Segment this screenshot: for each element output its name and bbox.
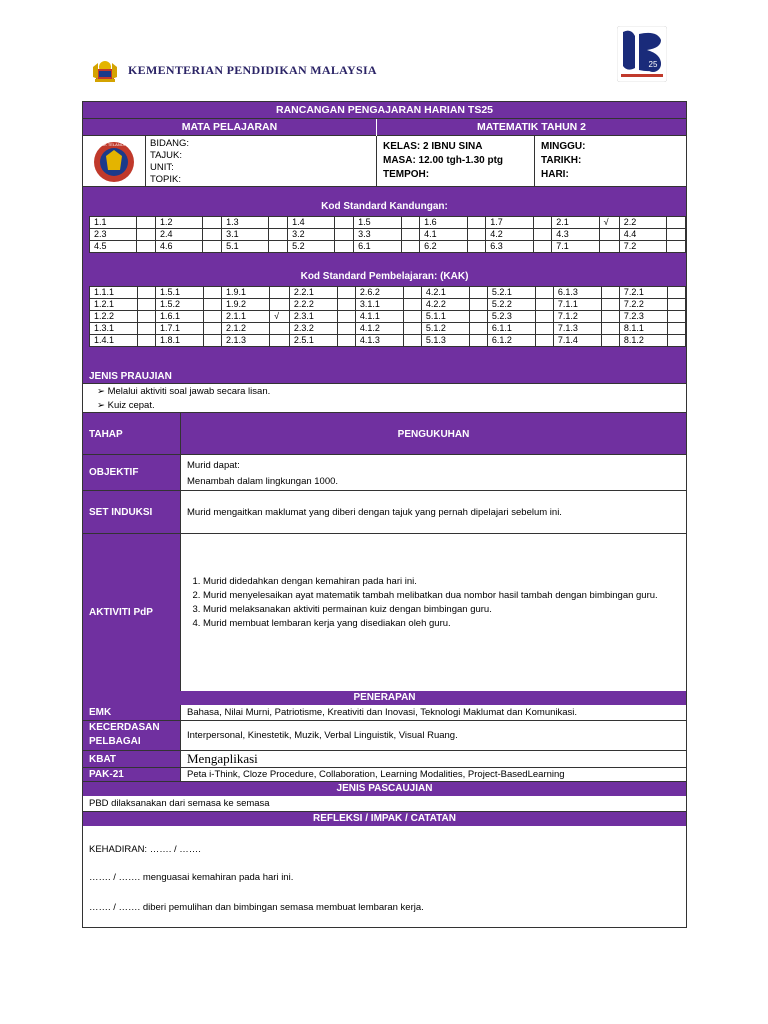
check-cell bbox=[602, 335, 620, 347]
code-cell: 8.1.2 bbox=[619, 335, 667, 347]
ksk-section bbox=[83, 187, 686, 257]
plan-title: RANCANGAN PENGAJARAN HARIAN TS25 bbox=[83, 102, 686, 119]
code-cell: 7.1.4 bbox=[553, 335, 601, 347]
set-induksi-label: SET INDUKSI bbox=[83, 491, 180, 533]
grid-row bbox=[90, 229, 686, 241]
check-cell bbox=[337, 335, 355, 347]
code-cell: 6.1.3 bbox=[553, 287, 601, 299]
aktiviti-item: 3. Murid melaksanakan aktiviti permainan kuiz dengan bimbingan guru. bbox=[203, 603, 680, 617]
check-cell bbox=[335, 217, 354, 229]
code-cell: 2.1.2 bbox=[222, 323, 270, 335]
code-cell: 1.5 bbox=[354, 217, 401, 229]
check-cell bbox=[203, 229, 222, 241]
check-cell bbox=[401, 217, 420, 229]
ministry-name: KEMENTERIAN PENDIDIKAN MALAYSIA bbox=[128, 62, 377, 77]
tajuk-field: TAJUK: bbox=[150, 150, 183, 161]
lesson-plan-document bbox=[82, 101, 687, 928]
ksp-table bbox=[89, 286, 686, 347]
pascaujian-header: JENIS PASCAUJIAN bbox=[83, 782, 686, 796]
check-cell bbox=[137, 241, 156, 253]
penerapan-header: PENERAPAN bbox=[83, 691, 686, 705]
tempoh-field: TEMPOH: bbox=[383, 169, 430, 180]
check-cell: √ bbox=[599, 217, 619, 229]
code-cell: 1.6.1 bbox=[156, 311, 204, 323]
check-cell bbox=[469, 299, 487, 311]
set-induksi-value: Murid mengaitkan maklumat yang diberi dengan tajuk yang pernah dipelajari sebelum ini. bbox=[180, 491, 686, 533]
fields-mid bbox=[376, 136, 534, 187]
code-cell: 2.6.2 bbox=[355, 287, 403, 299]
code-cell: 3.2 bbox=[288, 229, 335, 241]
grid-row bbox=[90, 323, 686, 335]
check-cell bbox=[204, 323, 222, 335]
code-cell: 2.2.2 bbox=[289, 299, 337, 311]
code-cell: 4.5 bbox=[90, 241, 137, 253]
check-cell bbox=[335, 229, 354, 241]
emk-label: EMK bbox=[83, 705, 180, 720]
check-cell bbox=[137, 217, 156, 229]
code-cell: 4.1.1 bbox=[355, 311, 403, 323]
praujian-item: ➢ Kuiz cepat. bbox=[111, 399, 686, 413]
hari-field: HARI: bbox=[541, 169, 569, 180]
code-cell: 6.3 bbox=[486, 241, 533, 253]
ts25-logo bbox=[617, 26, 667, 82]
check-cell bbox=[337, 311, 355, 323]
grid-row bbox=[90, 241, 686, 253]
subject-value: MATEMATIK TAHUN 2 bbox=[376, 119, 686, 136]
code-cell: 7.2.1 bbox=[619, 287, 667, 299]
check-cell bbox=[138, 299, 156, 311]
code-cell: 1.5.2 bbox=[156, 299, 204, 311]
check-cell bbox=[203, 241, 222, 253]
school-logo-icon bbox=[89, 140, 139, 184]
code-cell: 4.2.2 bbox=[421, 299, 469, 311]
check-cell bbox=[270, 287, 290, 299]
check-cell bbox=[536, 299, 554, 311]
menguasai-line: ……. / ……. menguasai kemahiran pada hari ini. bbox=[89, 872, 294, 883]
check-cell bbox=[337, 287, 355, 299]
check-cell bbox=[602, 323, 620, 335]
code-cell: 6.1.2 bbox=[487, 335, 535, 347]
check-cell bbox=[203, 217, 222, 229]
check-cell bbox=[138, 335, 156, 347]
check-cell bbox=[270, 323, 290, 335]
objektif-line2: Menambah dalam lingkungan 1000. bbox=[187, 476, 339, 487]
check-cell bbox=[668, 323, 686, 335]
topik-field: TOPIK: bbox=[150, 174, 181, 185]
code-cell: 1.3 bbox=[222, 217, 269, 229]
check-cell bbox=[204, 311, 222, 323]
aktiviti-item: 1. Murid didedahkan dengan kemahiran pada hari ini. bbox=[203, 575, 680, 589]
check-cell bbox=[270, 335, 290, 347]
masa-field: MASA: 12.00 tgh-1.30 ptg bbox=[383, 155, 504, 166]
code-cell: 5.1.1 bbox=[421, 311, 469, 323]
check-cell bbox=[467, 229, 486, 241]
check-cell bbox=[599, 229, 619, 241]
code-cell: 1.4 bbox=[288, 217, 335, 229]
code-cell: 5.2.3 bbox=[487, 311, 535, 323]
check-cell bbox=[667, 217, 686, 229]
grid-row bbox=[90, 311, 686, 323]
tahap-label: TAHAP bbox=[89, 428, 123, 440]
check-cell bbox=[204, 335, 222, 347]
pak21-label: PAK-21 bbox=[83, 768, 180, 781]
check-cell bbox=[602, 299, 620, 311]
kehadiran-line: KEHADIRAN: ……. / ……. bbox=[89, 844, 201, 855]
check-cell bbox=[337, 323, 355, 335]
check-cell bbox=[469, 311, 487, 323]
code-cell: 1.7 bbox=[486, 217, 533, 229]
code-cell: 2.1.1 bbox=[222, 311, 270, 323]
praujian-list bbox=[83, 383, 686, 413]
aktiviti-label: AKTIVITI PdP bbox=[83, 534, 180, 691]
objektif-label: OBJEKTIF bbox=[83, 455, 180, 490]
code-cell: 1.8.1 bbox=[156, 335, 204, 347]
check-cell bbox=[533, 217, 552, 229]
check-cell bbox=[138, 287, 156, 299]
code-cell: 1.2.2 bbox=[90, 311, 138, 323]
check-cell bbox=[533, 229, 552, 241]
check-cell bbox=[667, 229, 686, 241]
bidang-field: BIDANG: bbox=[150, 138, 190, 149]
school-logo-text: SK TELANOK bbox=[101, 141, 127, 147]
code-cell: 2.2 bbox=[619, 217, 666, 229]
code-cell: 3.1.1 bbox=[355, 299, 403, 311]
check-cell bbox=[602, 311, 620, 323]
code-cell: 5.1.3 bbox=[421, 335, 469, 347]
ksp-title: Kod Standard Pembelajaran: (KAK) bbox=[300, 271, 469, 282]
check-cell bbox=[403, 323, 421, 335]
check-cell bbox=[668, 311, 686, 323]
ksk-title: Kod Standard Kandungan: bbox=[321, 201, 448, 212]
code-cell: 1.1 bbox=[90, 217, 137, 229]
code-cell: 1.7.1 bbox=[156, 323, 204, 335]
code-cell: 3.1 bbox=[222, 229, 269, 241]
check-cell bbox=[467, 217, 486, 229]
code-cell: 7.2 bbox=[619, 241, 666, 253]
check-cell bbox=[668, 299, 686, 311]
praujian-label: JENIS PRAUJIAN bbox=[89, 370, 172, 382]
check-cell bbox=[667, 241, 686, 253]
code-cell: 1.2 bbox=[156, 217, 203, 229]
code-cell: 4.3 bbox=[552, 229, 599, 241]
check-cell bbox=[668, 287, 686, 299]
pak21-value: Peta i-Think, Cloze Procedure, Collaboration, Learning Modalities, Project-BasedLearning bbox=[180, 768, 686, 781]
info-row bbox=[83, 136, 686, 187]
ts25-logo-text: 25 bbox=[648, 60, 658, 69]
code-cell: 2.3.2 bbox=[289, 323, 337, 335]
check-cell bbox=[138, 311, 156, 323]
check-cell bbox=[536, 335, 554, 347]
code-cell: 6.2 bbox=[420, 241, 467, 253]
aktiviti-item: 2. Murid menyelesaikan ayat matematik tambah melibatkan dua nombor hasil tambah dengan bimbingan guru. bbox=[203, 589, 680, 603]
unit-field: UNIT: bbox=[150, 162, 174, 173]
code-cell: 1.5.1 bbox=[156, 287, 204, 299]
check-cell bbox=[337, 299, 355, 311]
grid-row bbox=[90, 217, 686, 229]
check-cell bbox=[270, 299, 290, 311]
code-cell: 4.6 bbox=[156, 241, 203, 253]
code-cell: 6.1.1 bbox=[487, 323, 535, 335]
refleksi-header: REFLEKSI / IMPAK / CATATAN bbox=[83, 812, 686, 826]
check-cell bbox=[269, 217, 288, 229]
grid-row bbox=[90, 287, 686, 299]
check-cell bbox=[533, 241, 552, 253]
check-cell bbox=[403, 311, 421, 323]
check-cell bbox=[269, 241, 288, 253]
check-cell bbox=[403, 335, 421, 347]
code-cell: 1.9.1 bbox=[222, 287, 270, 299]
code-cell: 1.9.2 bbox=[222, 299, 270, 311]
code-cell: 2.1.3 bbox=[222, 335, 270, 347]
check-cell bbox=[269, 229, 288, 241]
check-cell bbox=[599, 241, 619, 253]
check-cell bbox=[536, 287, 554, 299]
check-cell bbox=[335, 241, 354, 253]
kbat-label: KBAT bbox=[83, 751, 180, 767]
grid-row bbox=[90, 299, 686, 311]
code-cell: 4.2.1 bbox=[421, 287, 469, 299]
check-cell bbox=[536, 323, 554, 335]
aktiviti-list bbox=[180, 534, 686, 691]
code-cell: 7.1.2 bbox=[553, 311, 601, 323]
tarikh-field: TARIKH: bbox=[541, 155, 582, 166]
ksp-section bbox=[83, 257, 686, 355]
check-cell bbox=[602, 287, 620, 299]
aktiviti-item: 4. Murid membuat lembaran kerja yang disediakan oleh guru. bbox=[203, 617, 680, 631]
check-cell bbox=[469, 287, 487, 299]
check-cell bbox=[403, 287, 421, 299]
code-cell: 5.2.2 bbox=[487, 299, 535, 311]
kbat-value: Mengaplikasi bbox=[180, 751, 686, 767]
code-cell: 6.1 bbox=[354, 241, 401, 253]
objektif-line1: Murid dapat: bbox=[187, 460, 240, 471]
check-cell bbox=[138, 323, 156, 335]
code-cell: 1.1.1 bbox=[90, 287, 138, 299]
ksk-table bbox=[89, 216, 686, 253]
code-cell: 7.1.3 bbox=[553, 323, 601, 335]
check-cell bbox=[204, 287, 222, 299]
code-cell: 1.6 bbox=[420, 217, 467, 229]
check-cell bbox=[403, 299, 421, 311]
code-cell: 7.1.1 bbox=[553, 299, 601, 311]
code-cell: 2.3.1 bbox=[289, 311, 337, 323]
pascaujian-value: PBD dilaksanakan dari semasa ke semasa bbox=[83, 796, 686, 812]
code-cell: 1.4.1 bbox=[90, 335, 138, 347]
check-cell bbox=[401, 241, 420, 253]
check-cell bbox=[137, 229, 156, 241]
check-cell bbox=[467, 241, 486, 253]
code-cell: 5.2.1 bbox=[487, 287, 535, 299]
code-cell: 2.1 bbox=[552, 217, 599, 229]
check-cell bbox=[401, 229, 420, 241]
code-cell: 2.4 bbox=[156, 229, 203, 241]
code-cell: 7.1 bbox=[552, 241, 599, 253]
ministry-header bbox=[90, 56, 377, 84]
code-cell: 2.2.1 bbox=[289, 287, 337, 299]
pemulihan-line: ……. / ……. diberi pemulihan dan bimbingan semasa membuat lembaran kerja. bbox=[89, 902, 424, 913]
kelas-field: KELAS: 2 IBNU SINA bbox=[383, 141, 483, 152]
code-cell: 8.1.1 bbox=[619, 323, 667, 335]
grid-row bbox=[90, 335, 686, 347]
check-cell bbox=[204, 299, 222, 311]
code-cell: 4.1.2 bbox=[355, 323, 403, 335]
code-cell: 5.1.2 bbox=[421, 323, 469, 335]
code-cell: 5.2 bbox=[288, 241, 335, 253]
tahap-value: PENGUKUHAN bbox=[180, 413, 686, 455]
check-cell bbox=[536, 311, 554, 323]
code-cell: 1.2.1 bbox=[90, 299, 138, 311]
subject-header: MATA PELAJARAN bbox=[181, 121, 278, 133]
check-cell: √ bbox=[270, 311, 290, 323]
check-cell bbox=[668, 335, 686, 347]
code-cell: 5.1 bbox=[222, 241, 269, 253]
code-cell: 2.5.1 bbox=[289, 335, 337, 347]
code-cell: 7.2.3 bbox=[619, 311, 667, 323]
code-cell: 4.1 bbox=[420, 229, 467, 241]
code-cell: 4.2 bbox=[486, 229, 533, 241]
code-cell: 1.3.1 bbox=[90, 323, 138, 335]
code-cell: 3.3 bbox=[354, 229, 401, 241]
fields-right bbox=[534, 136, 686, 187]
code-cell: 7.2.2 bbox=[619, 299, 667, 311]
refleksi-body bbox=[83, 826, 686, 927]
kecerdasan-label: KECERDASAN bbox=[89, 722, 160, 733]
code-cell: 4.4 bbox=[619, 229, 666, 241]
praujian-item: ➢ Melalui aktiviti soal jawab secara lisan. bbox=[111, 385, 686, 399]
malaysia-crest-icon bbox=[90, 57, 120, 83]
code-cell: 4.1.3 bbox=[355, 335, 403, 347]
kecerdasan-label-2: PELBAGAI bbox=[89, 736, 141, 747]
fields-left bbox=[145, 136, 376, 187]
minggu-field: MINGGU: bbox=[541, 141, 586, 152]
check-cell bbox=[469, 323, 487, 335]
code-cell: 2.3 bbox=[90, 229, 137, 241]
kecerdasan-value: Interpersonal, Kinestetik, Muzik, Verbal Linguistik, Visual Ruang. bbox=[180, 721, 686, 750]
emk-value: Bahasa, Nilai Murni, Patriotisme, Kreativiti dan Inovasi, Teknologi Maklumat dan Komunikasi. bbox=[180, 705, 686, 720]
check-cell bbox=[469, 335, 487, 347]
